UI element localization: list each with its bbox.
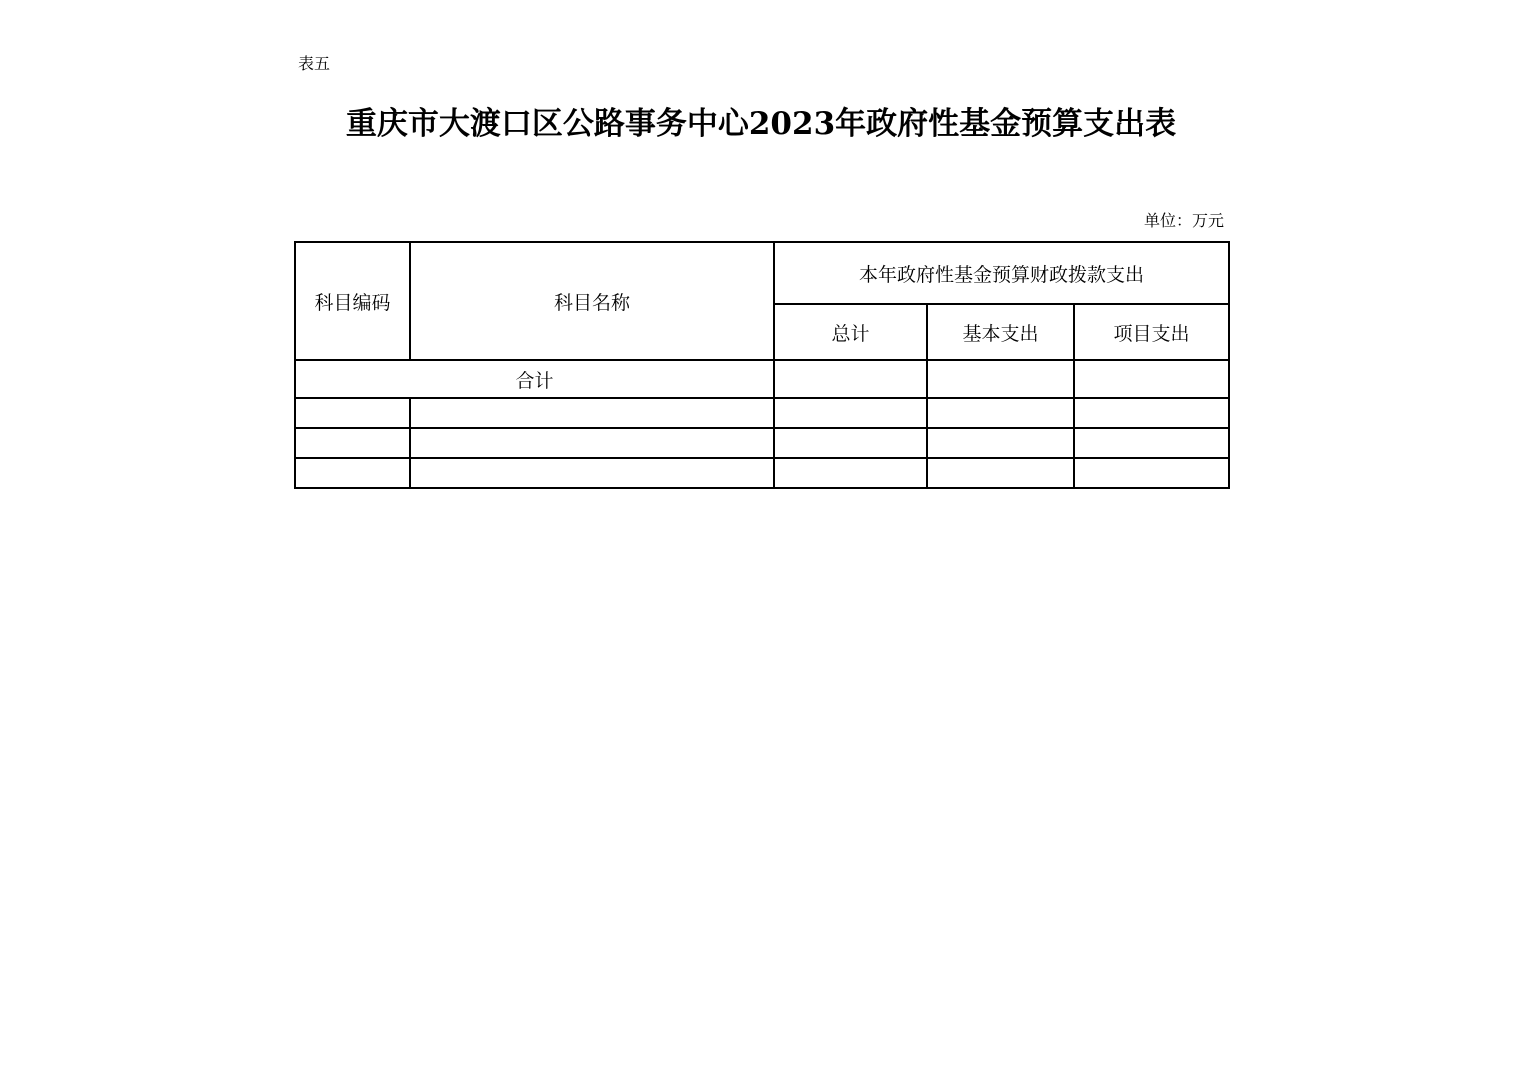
header-name-label: 科目名称 [553, 291, 630, 314]
row-project [1074, 398, 1229, 428]
table-row [295, 428, 1229, 458]
header-total: 总计 [774, 304, 927, 360]
header-code-label: 科目编码 [314, 291, 391, 314]
header-name [410, 242, 774, 360]
row-code [295, 428, 410, 458]
document-title: 重庆市大渡口区公路事务中心2023年政府性基金预算支出表 [345, 106, 1177, 142]
table-row [295, 398, 1229, 428]
row-name [410, 458, 774, 488]
row-total [774, 458, 927, 488]
header-group-label: 本年政府性基金预算财政拨款支出 [858, 263, 1144, 286]
row-total [774, 428, 927, 458]
header-basic: 基本支出 [927, 304, 1074, 360]
row-project [1074, 428, 1229, 458]
budget-table [294, 241, 1230, 489]
header-row-1 [295, 242, 1229, 304]
header-code [295, 242, 410, 360]
row-total [774, 398, 927, 428]
row-basic [927, 398, 1074, 428]
total-row [295, 360, 1229, 398]
row-project [1074, 458, 1229, 488]
row-code [295, 398, 410, 428]
table-number: 表五 [298, 54, 331, 73]
total-project [1074, 360, 1229, 398]
header-group [774, 242, 1229, 304]
header-project: 项目支出 [1074, 304, 1229, 360]
row-basic [927, 428, 1074, 458]
row-name [410, 428, 774, 458]
total-label: 合计 [295, 360, 774, 398]
total-total [774, 360, 927, 398]
row-code [295, 458, 410, 488]
row-name [410, 398, 774, 428]
table-row [295, 458, 1229, 488]
total-basic [927, 360, 1074, 398]
unit-label: 单位：万元 [1143, 211, 1224, 230]
row-basic [927, 458, 1074, 488]
